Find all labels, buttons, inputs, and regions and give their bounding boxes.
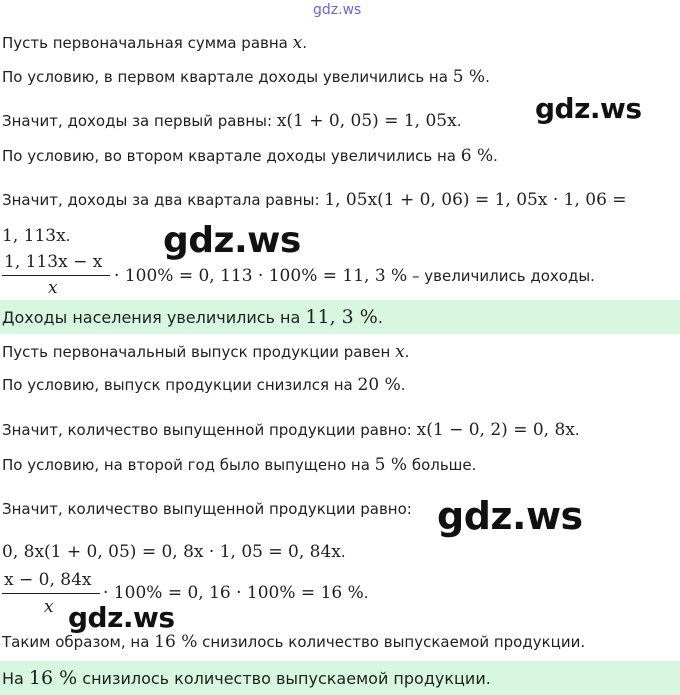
watermark: gdz.ws [535, 92, 642, 125]
answer-highlight [0, 661, 680, 695]
line-text: Значит, доходы за первый равны: [2, 112, 277, 130]
line-text: . [400, 376, 406, 394]
text-line [2, 33, 307, 53]
math-expression: x [395, 342, 405, 362]
site-header-watermark: gdz.ws [313, 2, 362, 18]
text-line [2, 342, 409, 362]
fraction-numerator: x − 0, 84x [4, 570, 92, 590]
fraction-denominator: x [48, 278, 58, 298]
text-line [2, 111, 461, 131]
text-line [2, 226, 70, 246]
line-text: По условию, выпуск продукции снизился на [2, 376, 358, 394]
line-text: . [493, 147, 498, 165]
fraction [2, 252, 114, 298]
line-text: больше. [407, 456, 477, 474]
line-text: Значит, доходы за два квартала равны: [2, 191, 325, 209]
line-text: . [377, 308, 383, 327]
fraction-bar [2, 275, 110, 276]
math-expression: 16 % [28, 667, 78, 689]
answer-highlight [0, 300, 680, 334]
watermark: gdz.ws [68, 601, 175, 634]
text-line [2, 67, 490, 87]
line-text: Таким образом, на [2, 633, 155, 651]
line-text: Доходы населения увеличились на [2, 308, 306, 327]
line-text: снизилось количество выпускаемой продукции. [197, 633, 586, 651]
line-text: На [2, 669, 29, 688]
line-text: Пусть первоначальный выпуск продукции равен [2, 343, 396, 361]
math-expression: x [292, 33, 303, 53]
watermark: gdz.ws [163, 220, 301, 261]
text-line [2, 146, 498, 166]
line-text: . [456, 112, 462, 130]
line-text: По условию, в первом квартале доходы увеличились на [2, 68, 453, 86]
math-expression: 16 % [154, 632, 198, 652]
line-text: Пусть первоначальная сумма равна [2, 34, 293, 52]
math-expression: 1, 05x(1 + 0, 06) = 1, 05x · 1, 06 = [324, 190, 627, 210]
math-expression: x(1 − 0, 2) = 0, 8x [416, 420, 575, 440]
line-text: . [65, 227, 71, 245]
line-text: . [574, 421, 580, 439]
text-line [2, 632, 585, 652]
fraction-numerator: 1, 113x − x [4, 252, 103, 272]
answer-text [2, 667, 491, 689]
math-expression: 1, 113x [2, 226, 66, 246]
line-text: . [404, 343, 410, 361]
line-text: – увеличились доходы. [407, 267, 595, 285]
line-text: По условию, на второй год было выпущено на [2, 456, 375, 474]
line-text: . [363, 584, 369, 602]
math-expression: 11, 3 % [305, 306, 378, 328]
text-line [2, 190, 627, 210]
fraction-denominator: x [44, 597, 54, 617]
text-line [2, 542, 346, 562]
text-line [2, 455, 476, 475]
line-text: Значит, количество выпущенной продукции равно: [2, 500, 412, 518]
math-expression: · 100% = 0, 16 · 100% = 16 % [103, 583, 364, 603]
text-line [2, 375, 406, 395]
math-expression: 5 % [452, 67, 486, 87]
math-expression: · 100% = 0, 113 · 100% = 11, 3 % [114, 266, 408, 286]
math-expression: 20 % [357, 375, 401, 395]
line-text: снизилось количество выпускаемой продукции. [77, 669, 491, 688]
fraction-bar [2, 593, 100, 594]
math-expression: x(1 + 0, 05) = 1, 05x [276, 111, 457, 131]
text-line [2, 420, 580, 440]
text-line [114, 266, 595, 286]
line-text: . [302, 34, 308, 52]
line-text: . [340, 543, 346, 561]
line-text: . [485, 68, 490, 86]
math-expression: 6 % [460, 146, 494, 166]
line-text: Значит, количество выпущенной продукции равно: [2, 421, 417, 439]
text-line [103, 583, 369, 603]
answer-text [2, 306, 383, 328]
line-text: По условию, во втором квартале доходы увеличились на [2, 147, 461, 165]
math-expression: 0, 8x(1 + 0, 05) = 0, 8x · 1, 05 = 0, 84x [2, 542, 341, 562]
text-line [2, 500, 412, 518]
watermark: gdz.ws [437, 494, 583, 538]
math-expression: 5 % [374, 455, 408, 475]
